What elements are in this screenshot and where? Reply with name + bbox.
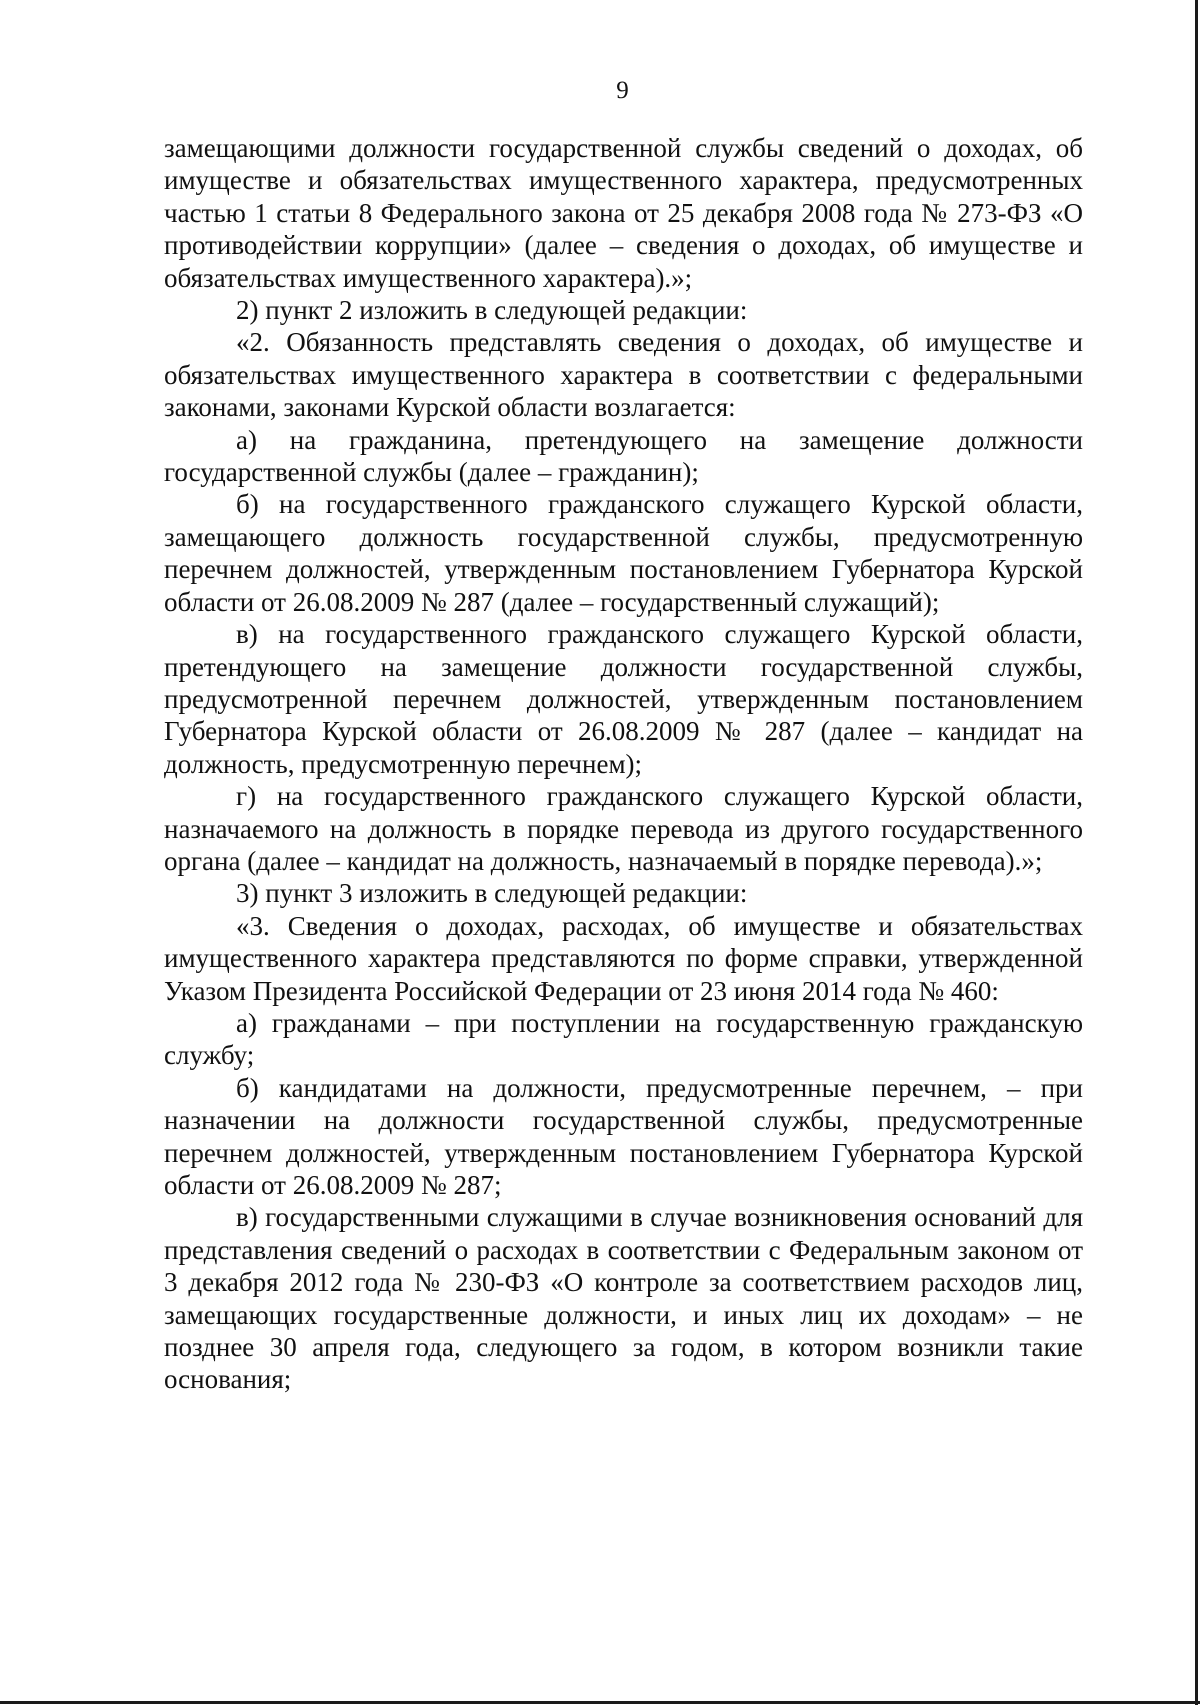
scan-edge-right: [1195, 0, 1198, 1705]
paragraph-item-2: 2) пункт 2 изложить в следующей редакции:: [236, 295, 748, 326]
paragraph-clause-2g: г) на государственного гражданского служащего Курской области, назначаемого на должность в порядке перевода из другого государственного органа (далее – кандидат на должность, назначаемый в порядке перевода).»;: [164, 781, 1083, 876]
paragraph-clause-2v: в) на государственного гражданского служащего Курской области, претендующего на замещение должности государственной службы, предусмотренной перечнем должностей, утвержденным постановлением Губернатора Курской области от 26.08.2009 № 287 (далее – кандидат на должность, предусмотренную перечнем);: [164, 619, 1083, 779]
page-number: 9: [616, 77, 629, 104]
paragraph-continuation: замещающими должности государственной службы сведений о доходах, об имуществе и обязательствах имущественного характера, предусмотренных частью 1 статьи 8 Федерального закона от 25 декабря 2008 года № 273-ФЗ «О противодействии коррупции» (далее – сведения о доходах, об имуществе и обязательствах имущественного характера).»;: [164, 133, 1083, 293]
scan-edge-bottom: [0, 1701, 1200, 1704]
paragraph-clause-2: «2. Обязанность представлять сведения о доходах, об имуществе и обязательствах имущественного характера в соответствии с федеральными законами, законами Курской области возлагается:: [164, 327, 1083, 423]
paragraph-clause-2a: а) на гражданина, претендующего на замещение должности государственной службы (далее – гражданин);: [164, 424, 1083, 488]
paragraph-item-3: 3) пункт 3 изложить в следующей редакции:: [236, 878, 748, 909]
paragraph-clause-3: «3. Сведения о доходах, расходах, об имуществе и обязательствах имущественного характера представляются по форме справки, утвержденной Указом Президента Российской Федерации от 23 июня 2014 года № 460:: [164, 910, 1083, 1006]
paragraph-clause-2b: б) на государственного гражданского служащего Курской области, замещающего должность государственной службы, предусмотренную перечнем должностей, утвержденным постановлением Губернатора Курской области от 26.08.2009 № 287 (далее – государственный служащий);: [164, 489, 1083, 617]
paragraph-clause-3a: а) гражданами – при поступлении на государственную гражданскую службу;: [164, 1007, 1083, 1071]
document-body: [164, 132, 1083, 1396]
paragraph-clause-3v: в) государственными служащими в случае возникновения оснований для представления сведений о расходах в соответствии с Федеральным законом от 3 декабря 2012 года № 230-ФЗ «О контроле за соответствием расходов лиц, замещающих государственные должности, и иных лиц их доходам» – не позднее 30 апреля года, следующего за годом, в котором возникли такие основания;: [164, 1202, 1083, 1395]
paragraph-clause-3b: б) кандидатами на должности, предусмотренные перечнем, – при назначении на должности государственной службы, предусмотренные перечнем должностей, утвержденным постановлением Губернатора Курской области от 26.08.2009 № 287;: [164, 1072, 1083, 1200]
